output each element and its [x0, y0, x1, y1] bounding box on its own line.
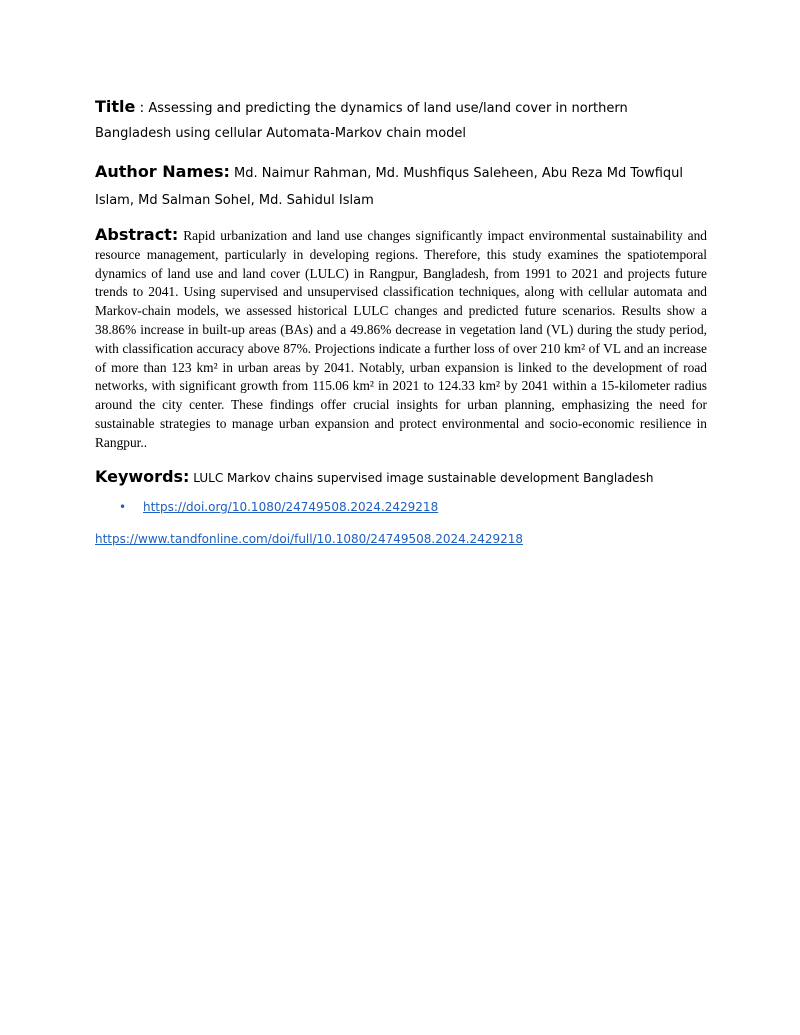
title-separator: : [139, 100, 145, 116]
list-item [119, 498, 707, 516]
keywords-text: LULC Markov chains supervised image sustainable development Bangladesh [193, 470, 654, 485]
tandfonline-link-line [95, 530, 707, 548]
title-paragraph [95, 94, 707, 146]
title-label: Title [95, 97, 136, 116]
keywords-label: Keywords: [95, 466, 190, 486]
authors-text: Md. Naimur Rahman, Md. Mushfiqus Saleheen, Abu Reza Md Towfiqul Islam, Md Salman Sohel, Md. Sahidul Islam [95, 166, 683, 208]
authors-paragraph [95, 158, 707, 214]
links-list [95, 498, 707, 516]
title-text: Assessing and predicting the dynamics of land use/land cover in northern Bangladesh using cellular Automata-Markov chain model [95, 101, 628, 141]
abstract-paragraph [95, 226, 707, 453]
keywords-paragraph [95, 466, 707, 489]
bullet-icon: • [119, 499, 127, 514]
authors-label: Author Names: [95, 162, 230, 181]
tandfonline-link[interactable]: https://www.tandfonline.com/doi/full/10.1080/24749508.2024.2429218 [95, 531, 523, 546]
document-content [95, 94, 707, 548]
abstract-label: Abstract: [95, 225, 179, 244]
abstract-text: Rapid urbanization and land use changes significantly impact environmental sustainability and resource management, particularly in developing regions. Therefore, this study examines the spatiotemporal dynamics of land use and land cover (LULC) in Rangpur, Bangladesh, from 1991 to 2021 and projects future trends to 2041. Using supervised and unsupervised classification techniques, along with cellular automata and Markov-chain models, we assessed historical LULC changes and predicted future scenarios. Results show a 38.86% increase in built-up areas (BAs) and a 49.86% decrease in vegetation land (VL) during the study period, with classification accuracy above 87%. Projections indicate a further loss of over 210 km² of VL and an increase of more than 123 km² in urban areas by 2041. Notably, urban expansion is linked to the development of road networks, with significant growth from 115.06 km² in 2021 to 124.33 km² by 2041 within a 15-kilometer radius around the city center. These findings offer crucial insights for urban planning, emphasizing the need for sustainable strategies to manage urban expansion and protect environmental and socio-economic resilience in Rangpur.. [95, 228, 707, 450]
doi-link[interactable]: https://doi.org/10.1080/24749508.2024.2429218 [143, 499, 439, 514]
